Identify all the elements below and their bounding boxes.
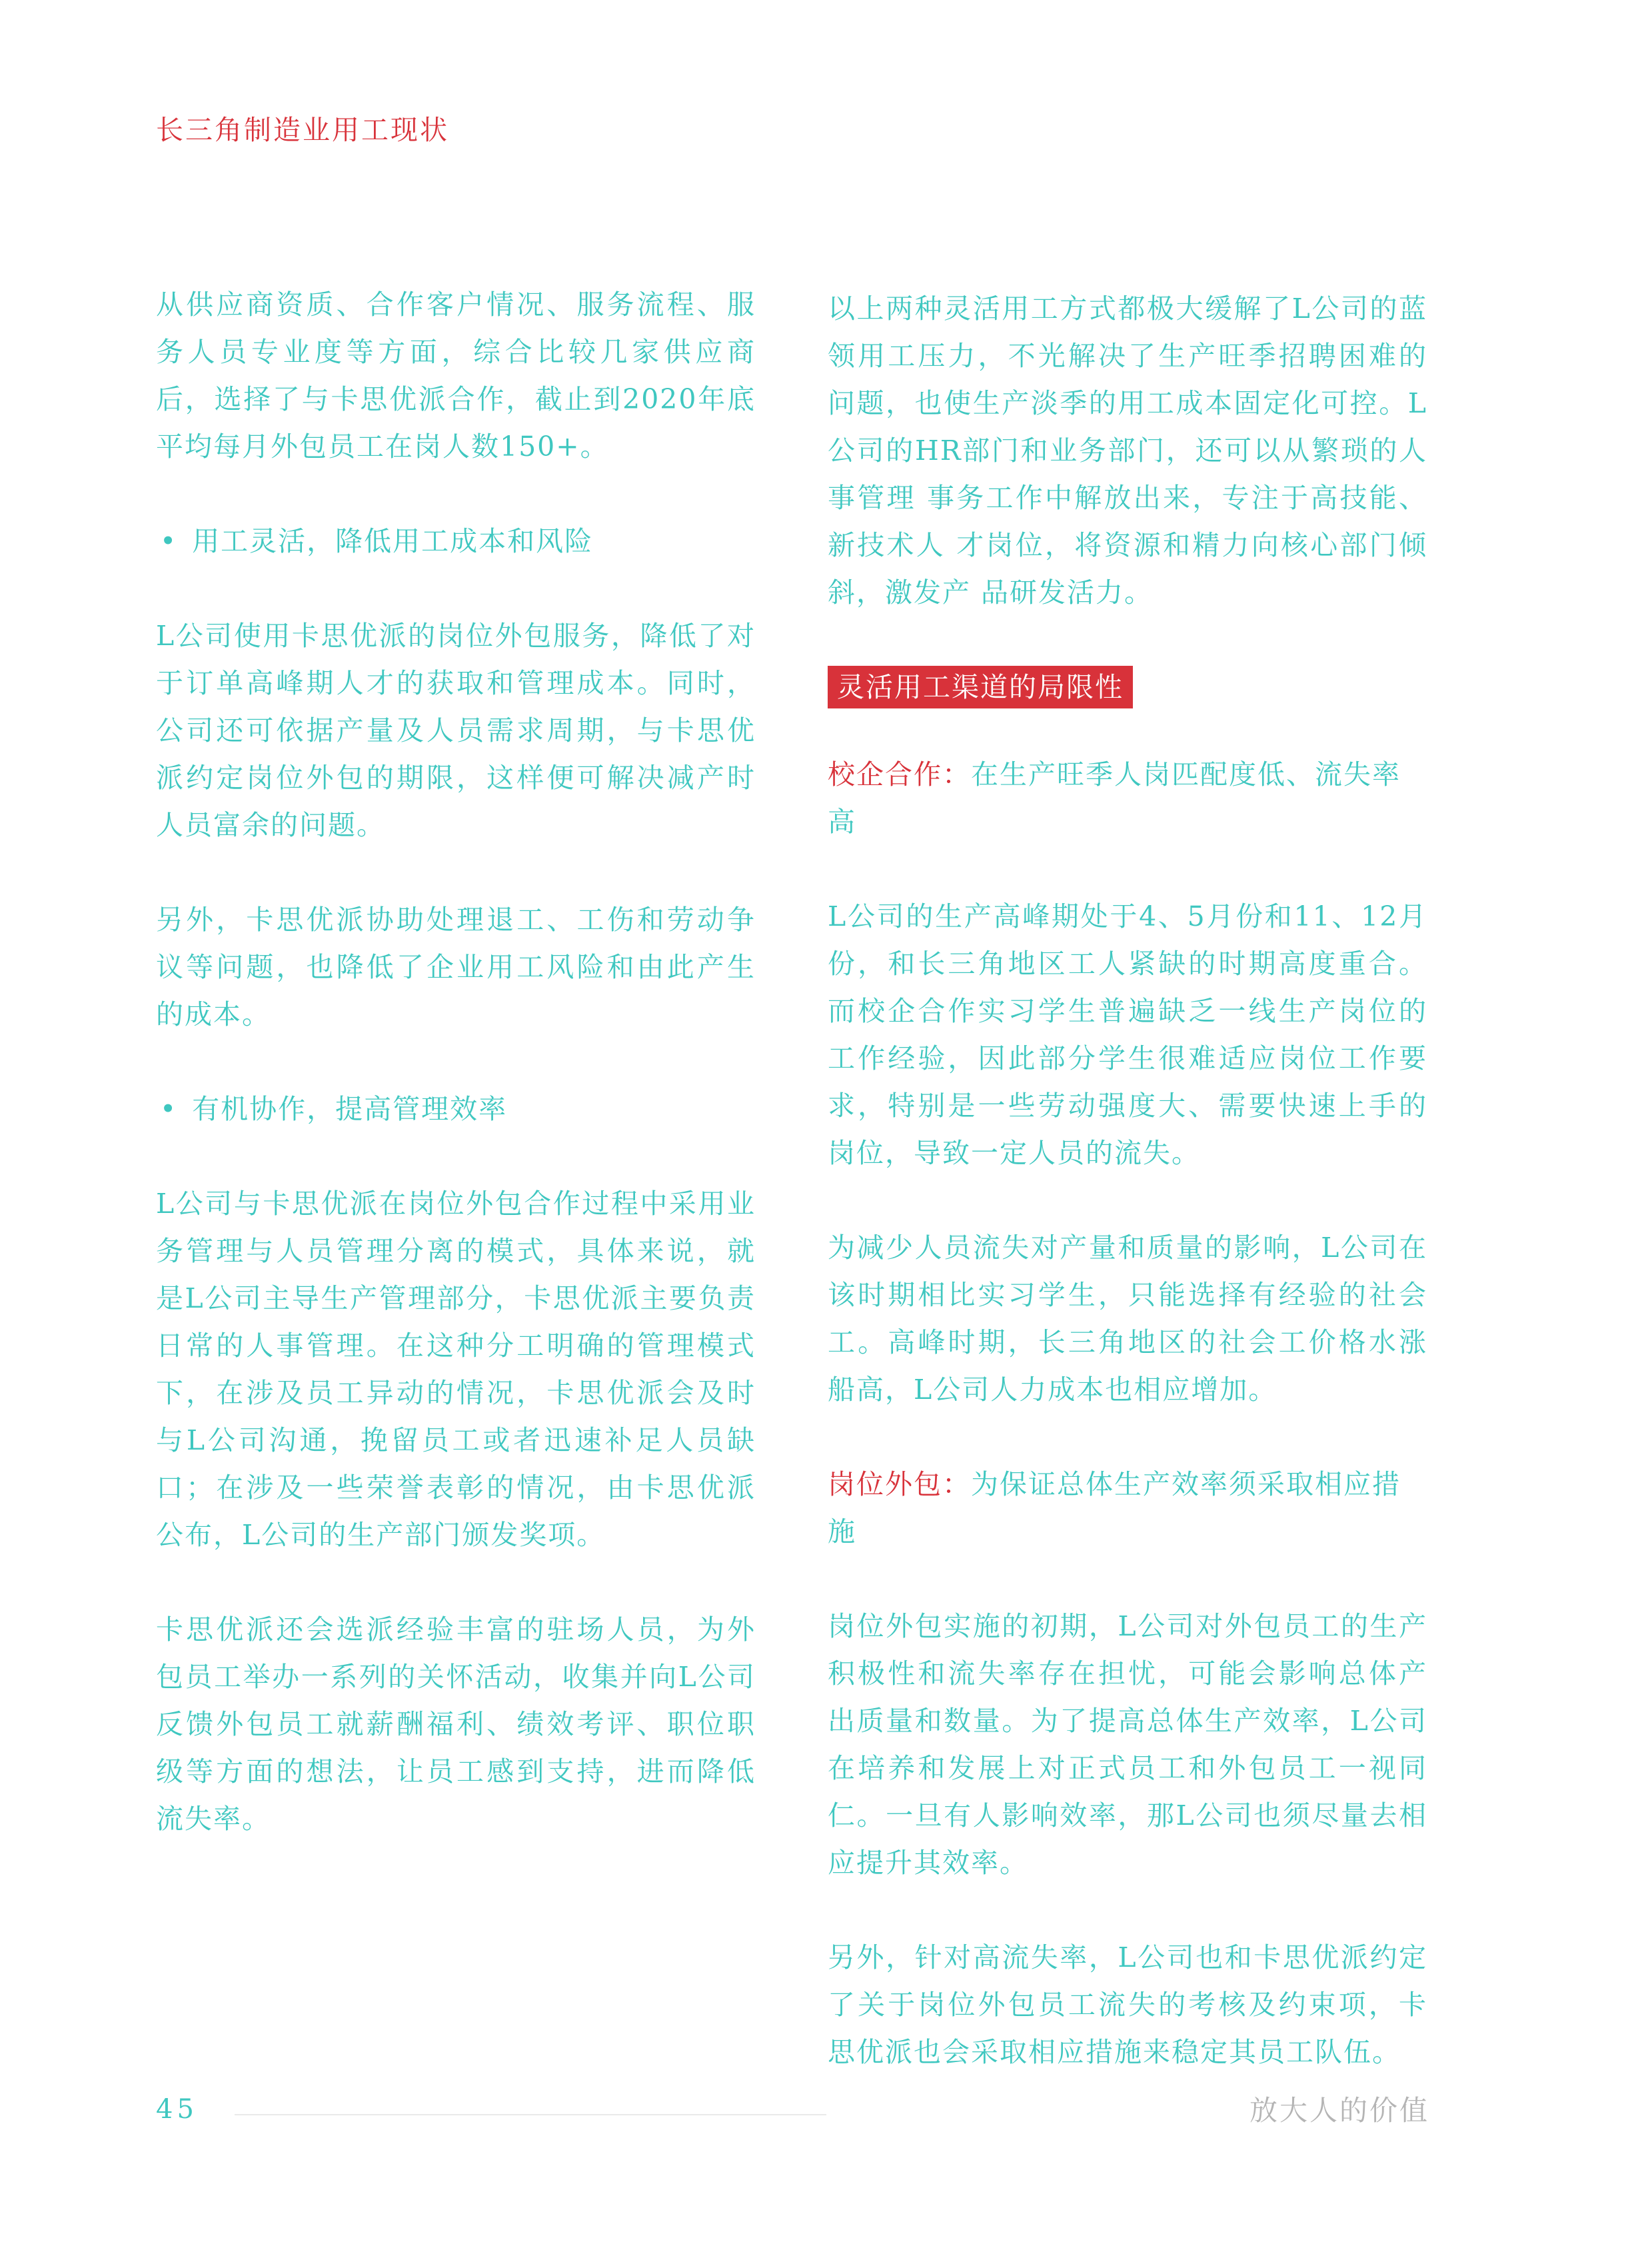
paragraph: 从供应商资质、合作客户情况、服务流程、服务人员专业度等方面，综合比较几家供应商后，选择了与卡思优派合作，截止到2020年底平均每月外包员工在岗人数150+。 [156, 289, 756, 463]
paragraph: L公司使用卡思优派的岗位外包服务，降低了对于订单高峰期人才的获取和管理成本。同时，公司还可依据产量及人员需求周期，与卡思优派约定岗位外包的期限，这样便可解决减产时人员富余的问题。 [156, 620, 756, 841]
paragraph: L公司的生产高峰期处于4、5月份和11、12月份，和长三角地区工人紧缺的时期高度重合。而校企合作实习学生普遍缺乏一线生产岗位的工作经验，因此部分学生很难适应岗位工作要求，特别是一些劳动强度大、需要快速上手的岗位，导致一定人员的流失。 [828, 900, 1427, 1169]
page-header-title: 长三角制造业用工现状 [156, 114, 449, 146]
subheading-text: 为保证总体生产效率须采取相应措施 [828, 1468, 1401, 1548]
bullet-dot-icon: • [160, 525, 178, 557]
subheading-lead: 岗位外包： [828, 1468, 971, 1500]
left-column [156, 281, 756, 1890]
subheading [828, 1461, 1427, 1556]
paragraph: 岗位外包实施的初期，L公司对外包员工的生产积极性和流失率存在担忧，可能会影响总体产出质量和数量。为了提高总体生产效率，L公司在培养和发展上对正式员工和外包员工一视同仁。一旦有人影响效率，那L公司也须尽量去相应提升其效率。 [828, 1610, 1427, 1879]
paragraph: 以上两种灵活用工方式都极大缓解了L公司的蓝领用工压力，不光解决了生产旺季招聘困难的问题，也使生产淡季的用工成本固定化可控。L公司的HR部门和业务部门，还可以从繁琐的人事管理 事务工作中解放出来，专注于高技能、新技术人 才岗位，将资源和精力向核心部门倾斜，激发产 品研发活力。 [828, 293, 1427, 608]
subheading [828, 751, 1427, 846]
paragraph: 另外，卡思优派协助处理退工、工伤和劳动争议等问题，也降低了企业用工风险和由此产生的成本。 [156, 904, 756, 1030]
bullet-item [156, 1086, 756, 1133]
page-number: 45 [156, 2094, 198, 2125]
subheading-lead: 校企合作： [828, 758, 971, 790]
paragraph: 卡思优派还会选派经验丰富的驻场人员，为外包员工举办一系列的关怀活动，收集并向L公司反馈外包员工就薪酬福利、绩效考评、职位职级等方面的想法，让员工感到支持，进而降低流失率。 [156, 1614, 756, 1835]
paragraph: 另外，针对高流失率，L公司也和卡思优派约定了关于岗位外包员工流失的考核及约束项，卡思优派也会采取相应措施来稳定其员工队伍。 [828, 1941, 1427, 2068]
footer-slogan: 放大人的价值 [1249, 2094, 1429, 2127]
bullet-text: 用工灵活，降低用工成本和风险 [192, 525, 594, 557]
paragraph: L公司与卡思优派在岗位外包合作过程中采用业务管理与人员管理分离的模式，具体来说，就是L公司主导生产管理部分，卡思优派主要负责日常的人事管理。在这种分工明确的管理模式下，在涉及员工异动的情况，卡思优派会及时与L公司沟通，挽留员工或者迅速补足人员缺口；在涉及一些荣誉表彰的情况，由卡思优派公布，L公司的生产部门颁发奖项。 [156, 1188, 756, 1551]
bullet-dot-icon: • [160, 1093, 178, 1125]
paragraph: 为减少人员流失对产量和质量的影响，L公司在该时期相比实习学生，只能选择有经验的社会工。高峰时期，长三角地区的社会工价格水涨船高，L公司人力成本也相应增加。 [828, 1232, 1427, 1406]
bullet-item [156, 518, 756, 565]
section-heading-badge: 灵活用工渠道的局限性 [828, 666, 1133, 708]
bullet-text: 有机协作，提高管理效率 [192, 1093, 508, 1125]
footer-divider [235, 2114, 826, 2115]
subheading-text: 在生产旺季人岗匹配度低、流失率高 [828, 758, 1401, 838]
right-column [828, 285, 1427, 2123]
